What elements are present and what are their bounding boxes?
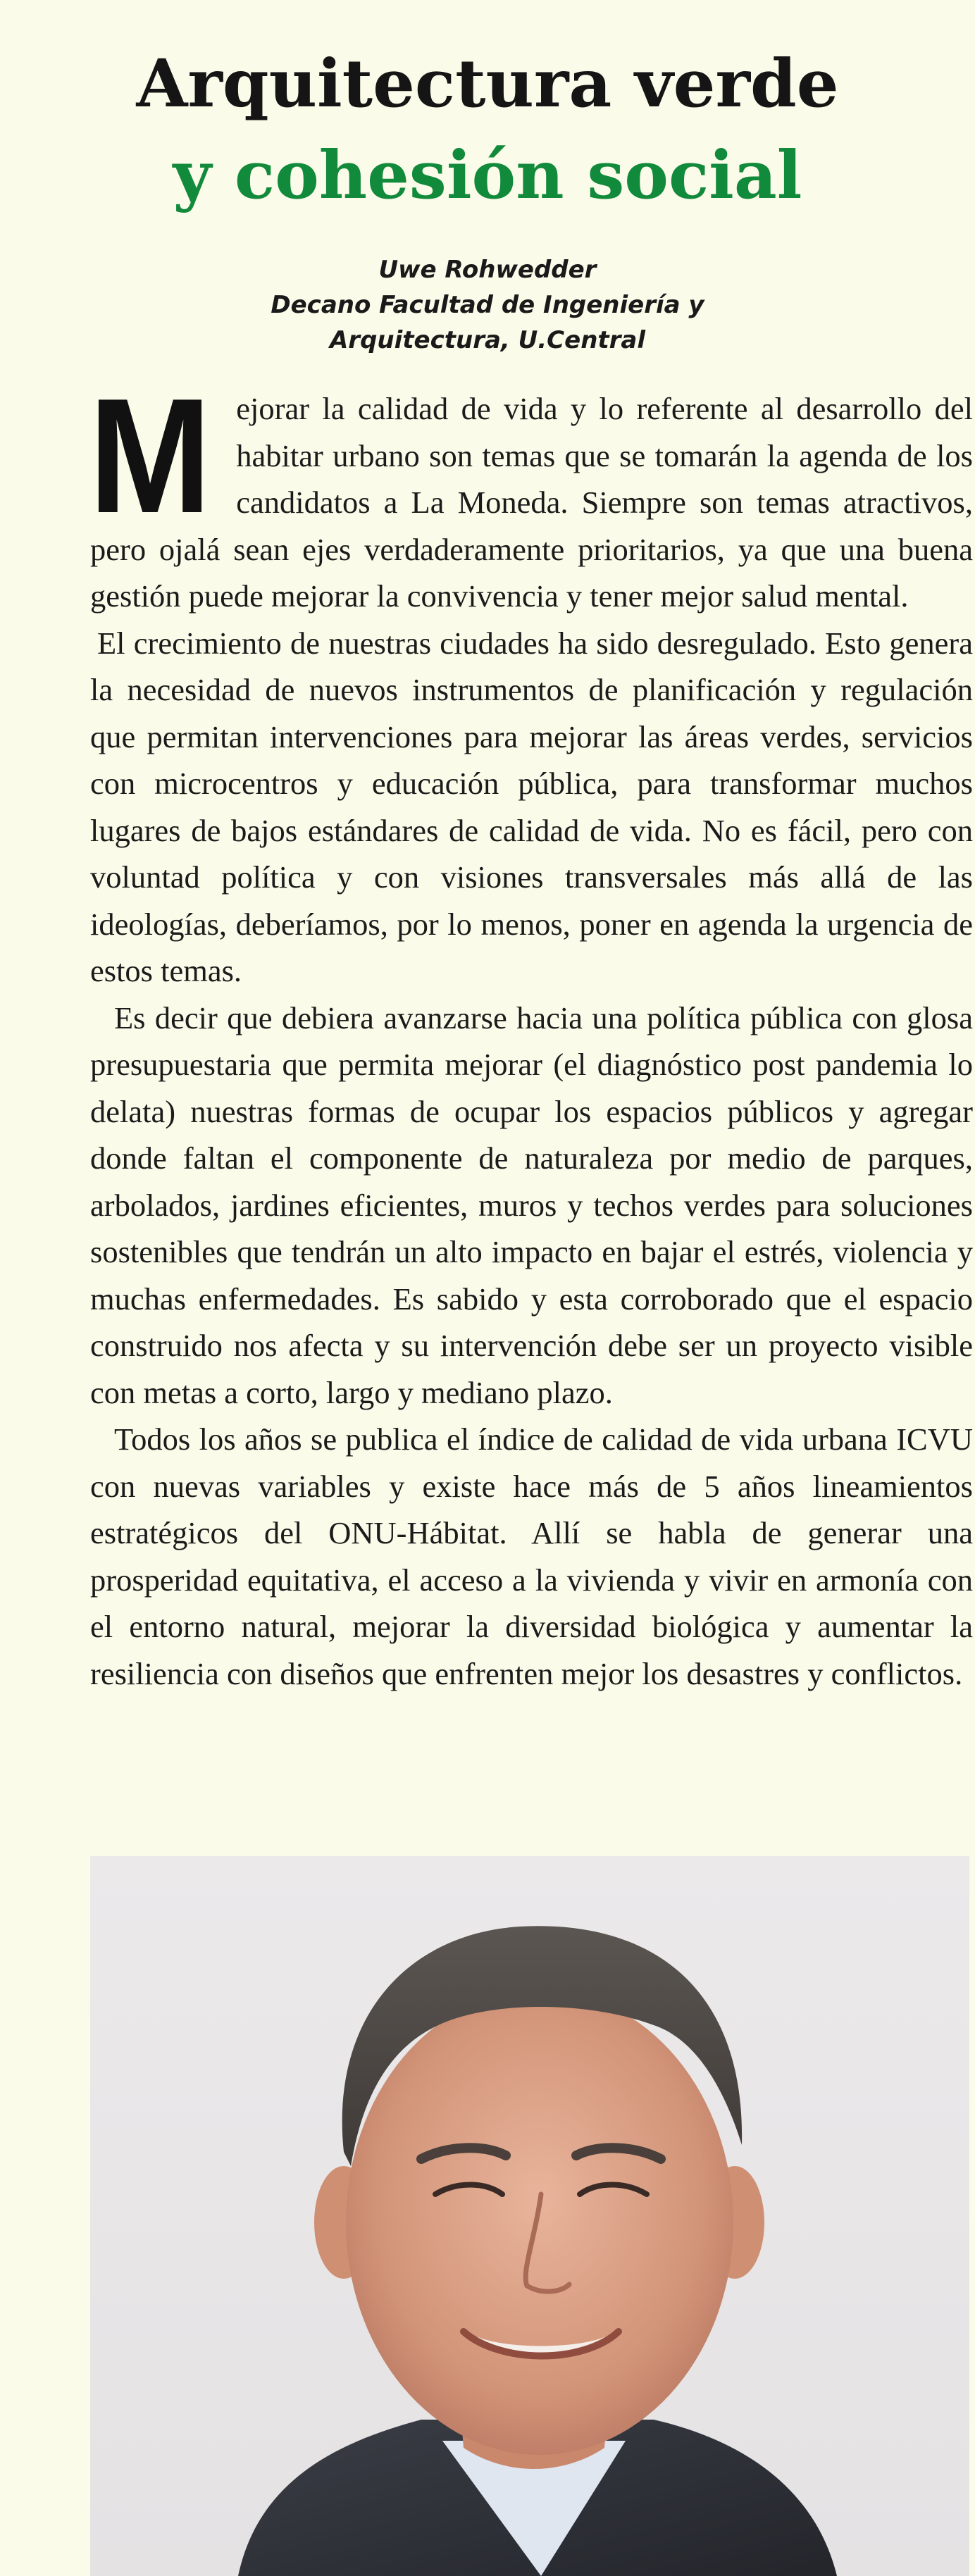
article-title-line-2: y cohesión social <box>173 137 802 214</box>
author-portrait-illustration <box>90 1856 969 2576</box>
paragraph-3: Es decir que debiera avanzarse hacia una política pública con glosa presupuestaria que permita mejorar (el diagnóstico post pandemia lo delata) nuestras formas de ocupar los espacios públicos y agregar donde faltan el componente de naturaleza por medio de parques, arbolados, jardines eficientes, muros y techos verdes para soluciones sostenibles que tendrán un alto impacto en bajar el estrés, violencia y muchas enfermedades. Es sabido y esta corroborado que el espacio construido nos afecta y su intervención debe ser un proyecto visible con metas a corto, largo y mediano plazo. <box>90 1000 973 1410</box>
article-body <box>89 365 973 1697</box>
author-name: Uwe Rohwedder <box>378 256 597 284</box>
paragraph-1 <box>89 365 973 620</box>
author-byline <box>0 252 975 358</box>
article-title-line-1: Arquitectura verde <box>136 45 839 123</box>
paragraph-1-text: ejorar la calidad de vida y lo referente al desarrollo del habitar urbano son temas que se tomarán la agenda de los candidatos a La Moneda. Siempre son temas atractivos, pero ojalá sean ejes verdaderamente prioritarios, ya que una buena gestión puede mejorar la convivencia y tener mejor salud mental. <box>90 391 973 614</box>
author-role-line-1: Decano Facultad de Ingeniería y <box>271 291 704 319</box>
drop-cap: M <box>89 365 211 547</box>
author-role-line-2: Arquitectura, U.Central <box>329 326 646 354</box>
paragraph-4: Todos los años se publica el índice de calidad de vida urbana ICVU con nuevas variables y existe hace más de 5 años lineamientos estratégicos del ONU-Hábitat. Allí se habla de generar una prosperidad equitativa, el acceso a la vivienda y vivir en armonía con el entorno natural, mejorar la diversidad biológica y aumentar la resiliencia con diseños que enfrenten mejor los desastres y conflictos. <box>90 1421 973 1691</box>
author-photo <box>90 1856 969 2576</box>
paragraph-2: El crecimiento de nuestras ciudades ha sido desregulado. Esto genera la necesidad de nuevos instrumentos de planificación y regulación que permitan intervenciones para mejorar las áreas verdes, servicios con microcentros y educación pública, para transformar muchos lugares de bajos estándares de calidad de vida. No es fácil, pero con voluntad política y con visiones transversales más allá de las ideologías, deberíamos, por lo menos, poner en agenda la urgencia de estos temas. <box>90 625 973 988</box>
